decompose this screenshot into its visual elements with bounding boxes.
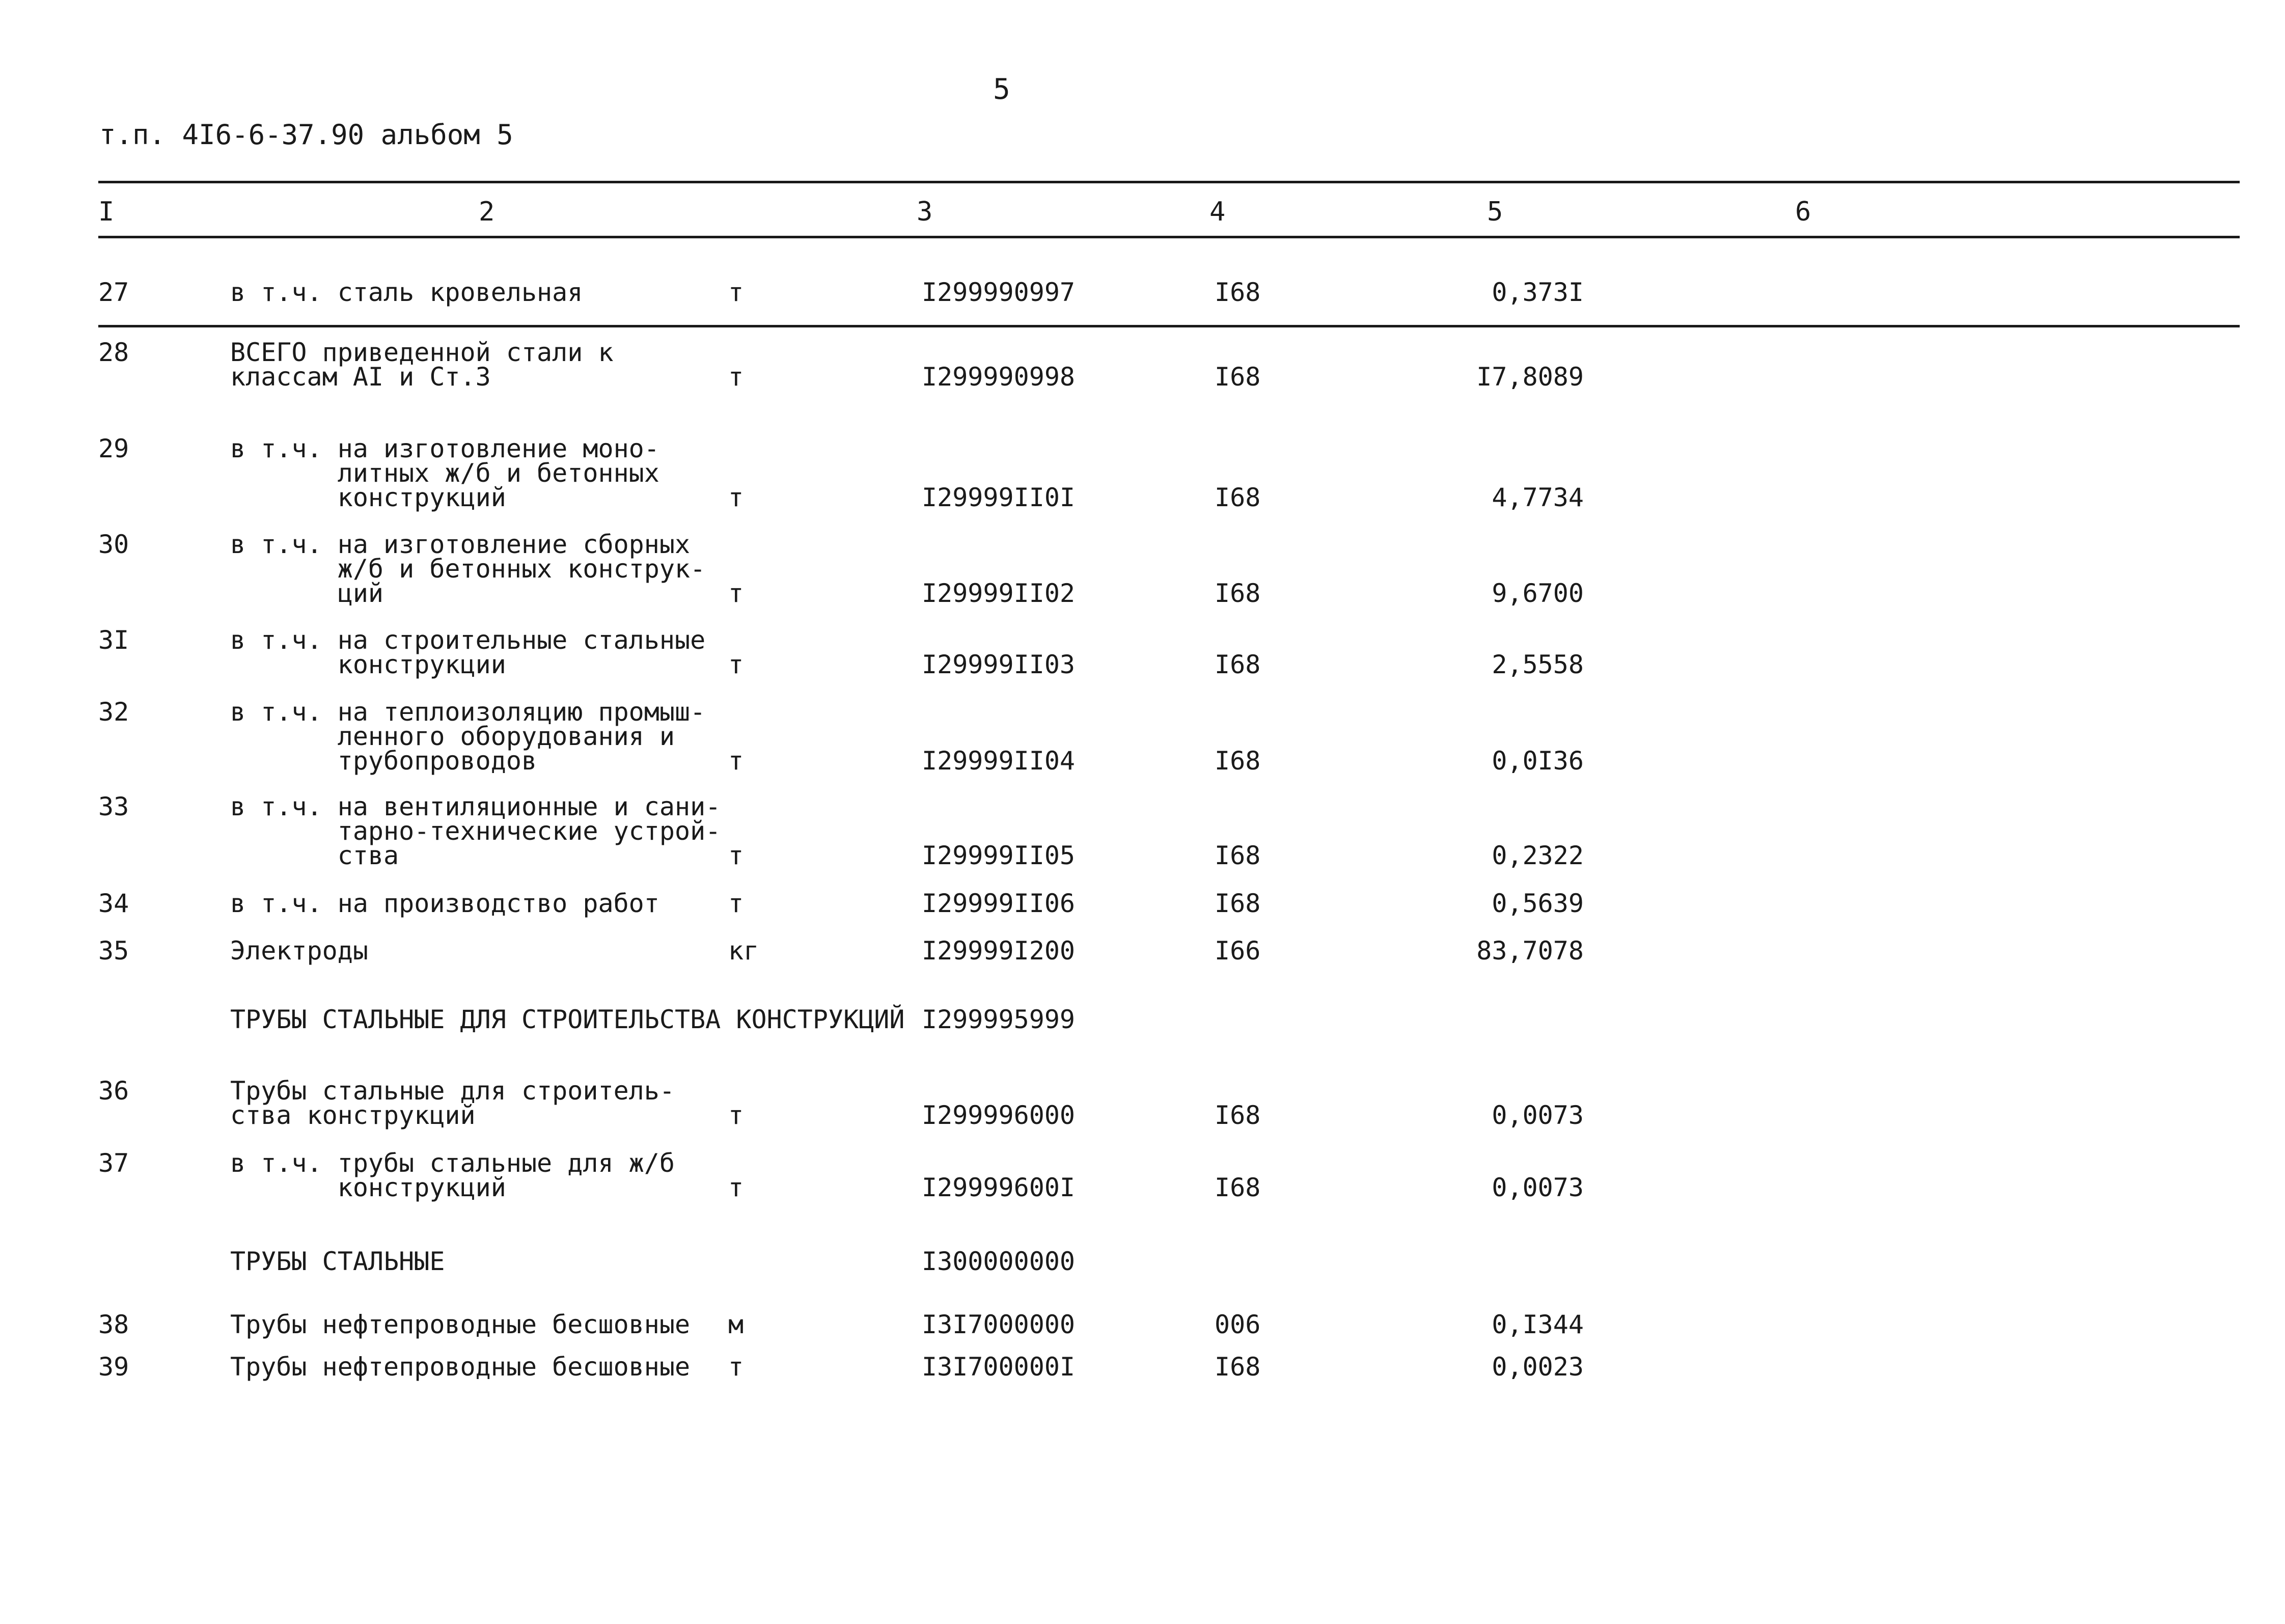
row-unit: т bbox=[728, 1173, 744, 1202]
row-code: I29999II03 bbox=[922, 650, 1076, 679]
row-code: I299990997 bbox=[922, 278, 1076, 307]
row-value: 0,2322 bbox=[1492, 841, 1584, 870]
row-code: I299990998 bbox=[922, 362, 1076, 392]
row-number: 36 bbox=[98, 1076, 129, 1106]
row-unit: м bbox=[728, 1310, 744, 1339]
row-number: 34 bbox=[98, 889, 129, 918]
column-header-4: 4 bbox=[1209, 197, 1226, 227]
row-unit: т bbox=[728, 650, 744, 679]
row-number: 32 bbox=[98, 697, 129, 727]
row-name: в т.ч. трубы стальные для ж/б конструкций bbox=[230, 1148, 675, 1202]
row-number: 3I bbox=[98, 625, 129, 655]
row-value: 83,7078 bbox=[1476, 936, 1584, 966]
row-unit: т bbox=[728, 1352, 744, 1382]
row-unit: т bbox=[728, 1100, 744, 1130]
section-code: I300000000 bbox=[922, 1247, 1076, 1276]
row-col4: I68 bbox=[1215, 889, 1261, 918]
column-header-2: 2 bbox=[479, 197, 495, 227]
row-unit: т bbox=[728, 841, 744, 870]
row-number: 39 bbox=[98, 1352, 129, 1382]
row-name: в т.ч. сталь кровельная bbox=[230, 278, 583, 307]
row-name: Трубы нефтепроводные бесшовные bbox=[230, 1352, 691, 1382]
column-header-1: I bbox=[98, 197, 115, 227]
table-header-rule bbox=[98, 236, 2240, 238]
row-name: в т.ч. на изготовление сборных ж/б и бетонных конструк- ций bbox=[230, 530, 706, 608]
row-code: I29999II04 bbox=[922, 746, 1076, 776]
section-title: ТРУБЫ СТАЛЬНЫЕ bbox=[230, 1247, 445, 1276]
row-value: I7,8089 bbox=[1476, 362, 1584, 392]
row-code: I29999I200 bbox=[922, 936, 1076, 966]
row-name: в т.ч. на вентиляционные и сани- тарно-технические устрой- ства bbox=[230, 792, 721, 870]
row-number: 35 bbox=[98, 936, 129, 966]
row-col4: I68 bbox=[1215, 278, 1261, 307]
row-name: в т.ч. на теплоизоляцию промыш- ленного оборудования и трубопроводов bbox=[230, 697, 706, 776]
row-name: в т.ч. на строительные стальные конструкции bbox=[230, 625, 706, 679]
table-top-rule bbox=[98, 181, 2240, 183]
row-col4: I68 bbox=[1215, 841, 1261, 870]
row-value: 0,373I bbox=[1492, 278, 1584, 307]
row-name: Электроды bbox=[230, 936, 368, 966]
row-name: Трубы стальные для строитель- ства конструкций bbox=[230, 1076, 675, 1130]
row-col4: I68 bbox=[1215, 579, 1261, 608]
row-value: 0,I344 bbox=[1492, 1310, 1584, 1339]
row-value: 0,5639 bbox=[1492, 889, 1584, 918]
row-code: I29999II0I bbox=[922, 483, 1076, 512]
row-value: 0,0023 bbox=[1492, 1352, 1584, 1382]
section-code: I299995999 bbox=[922, 1005, 1076, 1034]
row-col4: I68 bbox=[1215, 362, 1261, 392]
column-header-5: 5 bbox=[1487, 197, 1503, 227]
page-number: 5 bbox=[993, 73, 1010, 106]
row-code: I299996000 bbox=[922, 1100, 1076, 1130]
row-number: 27 bbox=[98, 278, 129, 307]
row-value: 9,6700 bbox=[1492, 579, 1584, 608]
row-col4: I68 bbox=[1215, 1173, 1261, 1202]
row-unit: т bbox=[728, 278, 744, 307]
row-value: 0,0073 bbox=[1492, 1173, 1584, 1202]
section-title: ТРУБЫ СТАЛЬНЫЕ ДЛЯ СТРОИТЕЛЬСТВА КОНСТРУКЦИЙ bbox=[230, 1005, 905, 1034]
row-name: Трубы нефтепроводные бесшовные bbox=[230, 1310, 691, 1339]
row-name: в т.ч. на производство работ bbox=[230, 889, 659, 918]
row-number: 30 bbox=[98, 530, 129, 559]
row-col4: 006 bbox=[1215, 1310, 1261, 1339]
row-col4: I68 bbox=[1215, 483, 1261, 512]
row-name: ВСЕГО приведенной стали к классам AI и Ст.3 bbox=[230, 338, 614, 392]
row-number: 29 bbox=[98, 434, 129, 463]
row-value: 0,0073 bbox=[1492, 1100, 1584, 1130]
row-code: I3I7000000 bbox=[922, 1310, 1076, 1339]
document-header: т.п. 4I6-6-37.90 альбом 5 bbox=[99, 119, 513, 151]
row-code: I29999600I bbox=[922, 1173, 1076, 1202]
row-name: в т.ч. на изготовление моно- литных ж/б и бетонных конструкций bbox=[230, 434, 659, 512]
column-header-3: 3 bbox=[917, 197, 933, 227]
row-code: I29999II02 bbox=[922, 579, 1076, 608]
row-col4: I68 bbox=[1215, 650, 1261, 679]
row-code: I29999II06 bbox=[922, 889, 1076, 918]
row-unit: т bbox=[728, 483, 744, 512]
row-col4: I68 bbox=[1215, 1100, 1261, 1130]
row-number: 28 bbox=[98, 338, 129, 367]
row-col4: I66 bbox=[1215, 936, 1261, 966]
row-unit: т bbox=[728, 579, 744, 608]
row-separator-rule bbox=[98, 325, 2240, 327]
row-unit: т bbox=[728, 889, 744, 918]
row-number: 38 bbox=[98, 1310, 129, 1339]
row-unit: кг bbox=[728, 936, 759, 966]
row-col4: I68 bbox=[1215, 746, 1261, 776]
row-value: 2,5558 bbox=[1492, 650, 1584, 679]
row-unit: т bbox=[728, 746, 744, 776]
row-unit: т bbox=[728, 362, 744, 392]
row-col4: I68 bbox=[1215, 1352, 1261, 1382]
row-number: 33 bbox=[98, 792, 129, 821]
row-number: 37 bbox=[98, 1148, 129, 1178]
row-value: 4,7734 bbox=[1492, 483, 1584, 512]
row-value: 0,0I36 bbox=[1492, 746, 1584, 776]
row-code: I3I700000I bbox=[922, 1352, 1076, 1382]
row-code: I29999II05 bbox=[922, 841, 1076, 870]
column-header-6: 6 bbox=[1795, 197, 1811, 227]
